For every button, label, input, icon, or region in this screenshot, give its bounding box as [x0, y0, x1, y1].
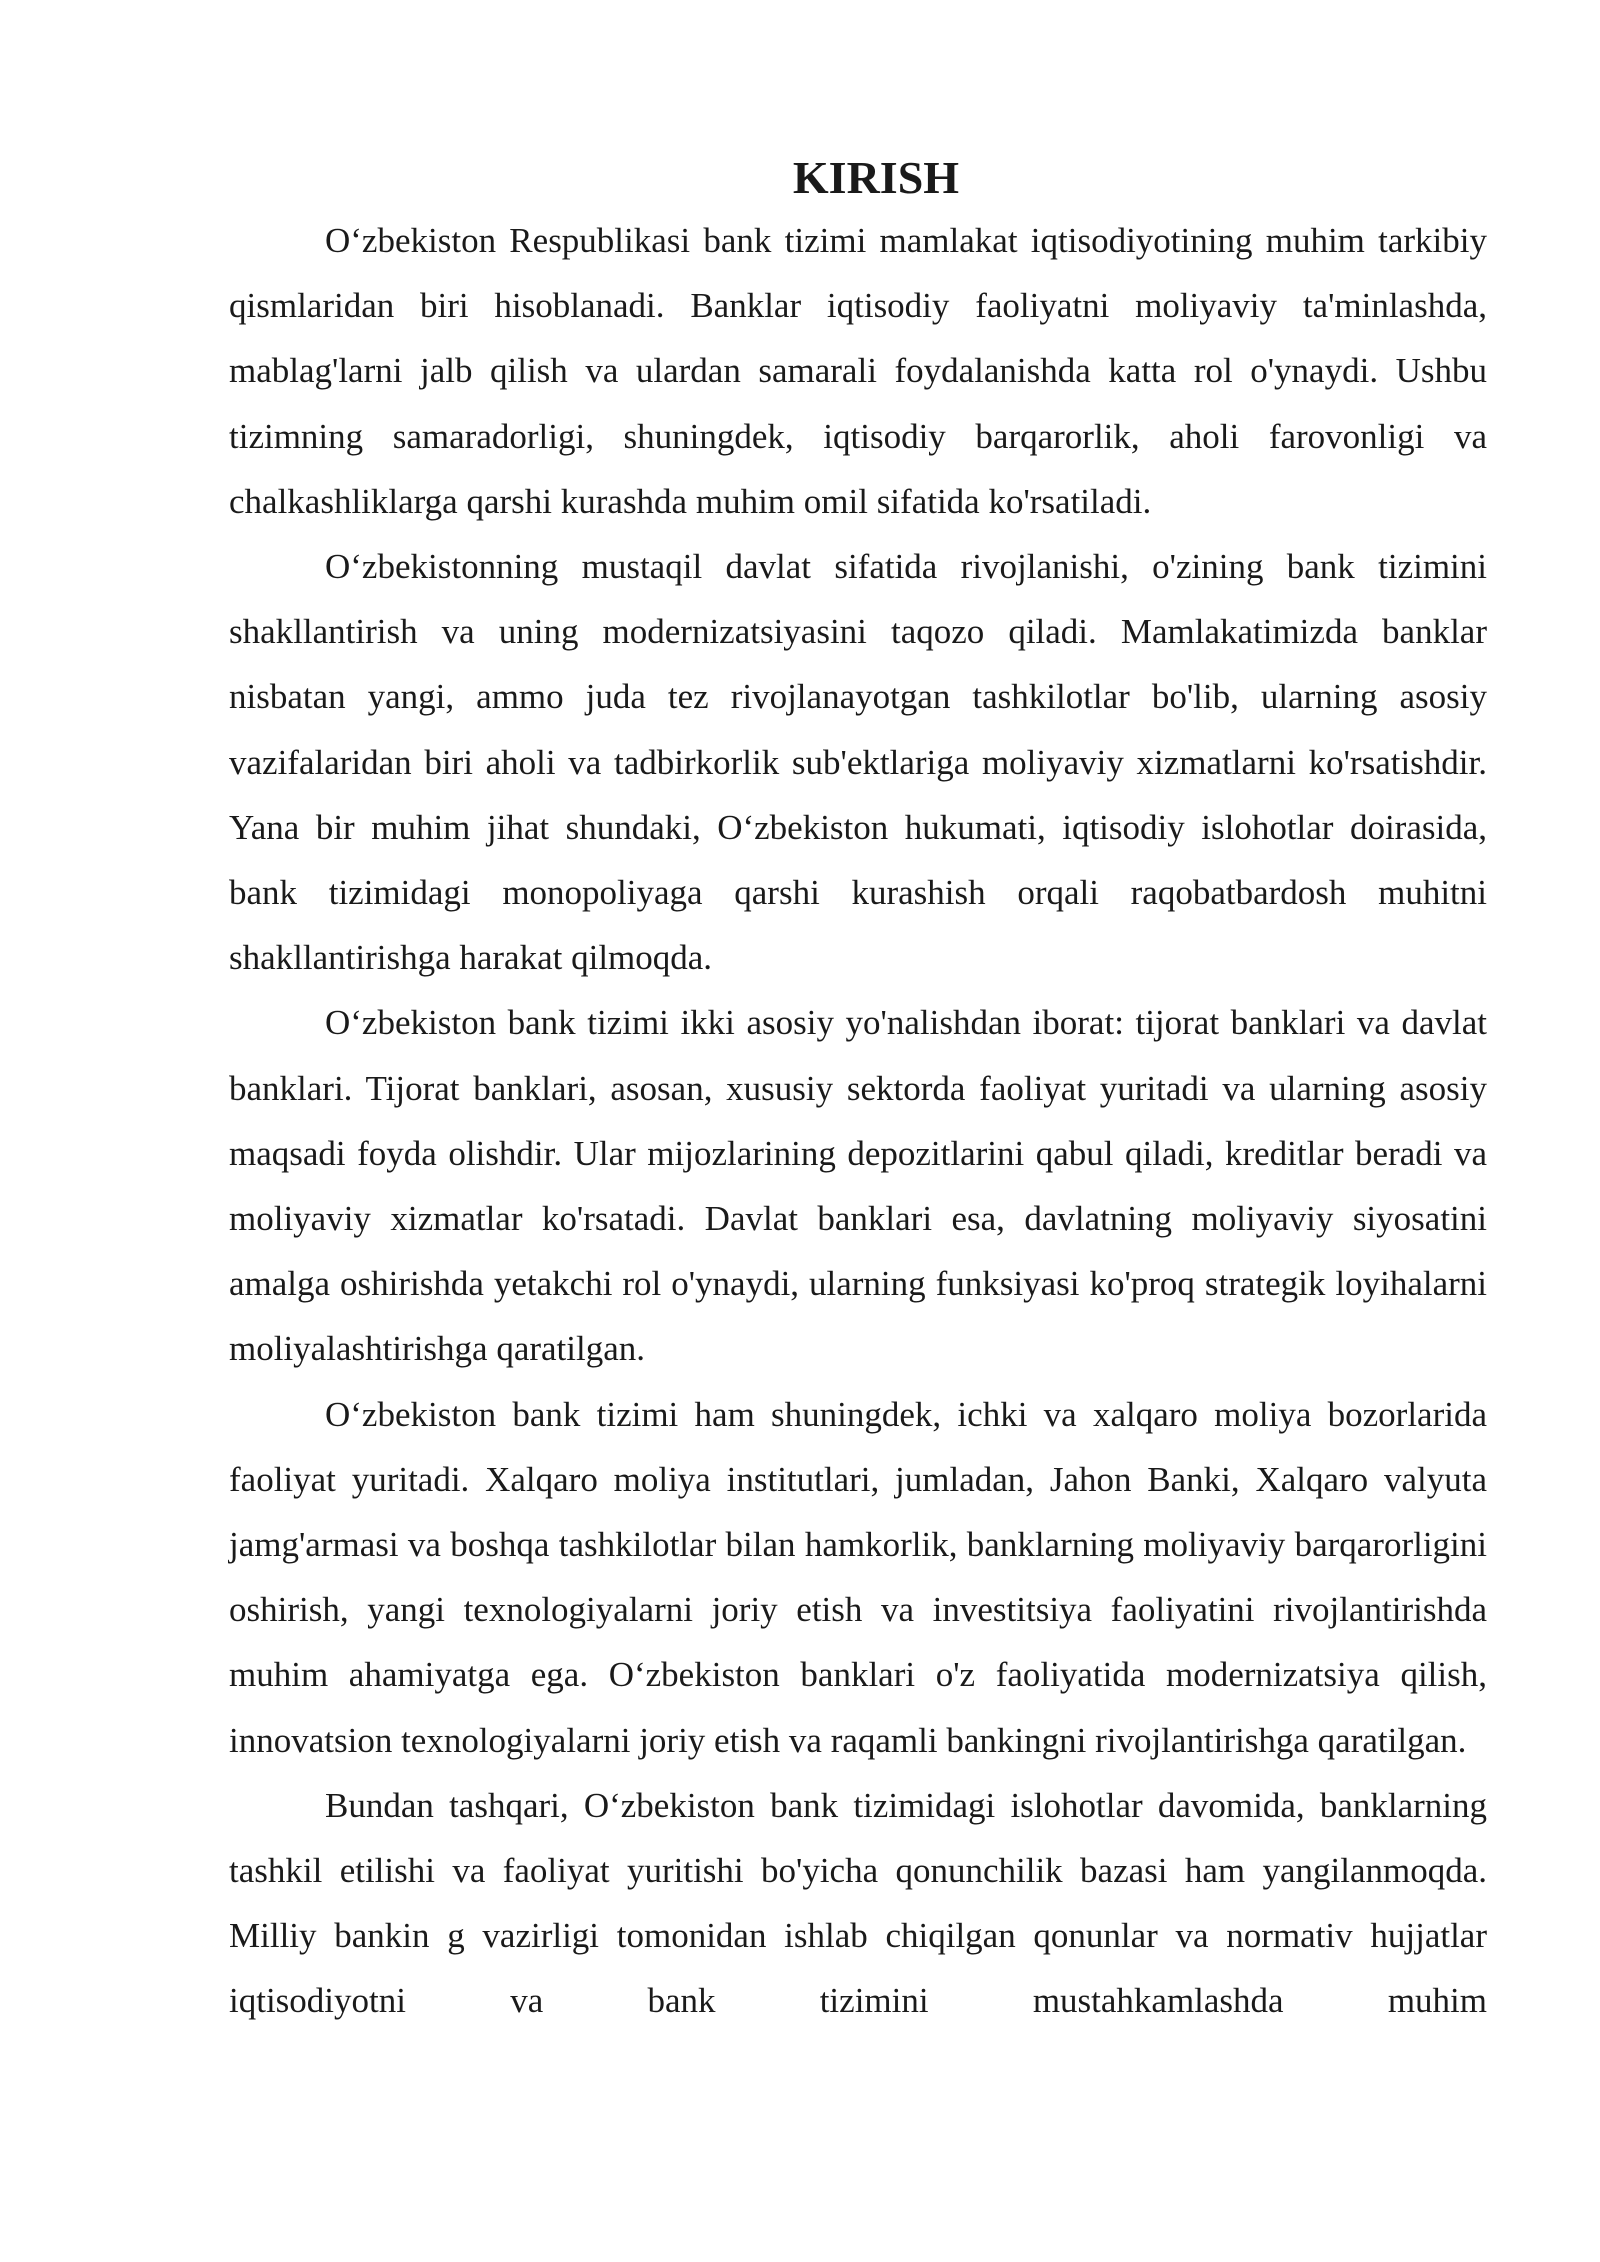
- document-body: [229, 148, 1487, 2034]
- paragraph-1: O‘zbekiston Respublikasi bank tizimi mamlakat iqtisodiyotining muhim tarkibiy qismlaridan biri hisoblanadi. Banklar iqtisodiy faoliyatni moliyaviy ta'minlashda, mablag'larni jalb qilish va ulardan samarali foydalanishda katta rol o'ynaydi. Ushbu tizimning samaradorligi, shuningdek, iqtisodiy barqarorlik, aholi farovonligi va chalkashliklarga qarshi kurashda muhim omil sifatida ko'rsatiladi.: [229, 221, 1487, 521]
- paragraph-3: O‘zbekiston bank tizimi ikki asosiy yo'nalishdan iborat: tijorat banklari va davlat banklari. Tijorat banklari, asosan, xususiy sektorda faoliyat yuritadi va ularning asosiy maqsadi foyda olishdir. Ular mijozlarining depozitlarini qabul qiladi, kreditlar beradi va moliyaviy xizmatlar ko'rsatadi. Davlat banklari esa, davlatning moliyaviy siyosatini amalga oshirishda yetakchi rol o'ynaydi, ularning funksiyasi ko'proq strategik loyihalarni moliyalashtirishga qaratilgan.: [229, 1003, 1487, 1369]
- paragraph-5: Bundan tashqari, O‘zbekiston bank tizimidagi islohotlar davomida, banklarning tashkil etilishi va faoliyat yuritishi bo'yicha qonunchilik bazasi ham yangilanmoqda. Milliy bankin g vazirligi tomonidan ishlab chiqilgan qonunlar va normativ hujjatlar iqtisodiyotni va bank tizimini mustahkamlashda muhim: [229, 1785, 1487, 2021]
- paragraph-2: O‘zbekistonning mustaqil davlat sifatida rivojlanishi, o'zining bank tizimini shakllantirish va uning modernizatsiyasini taqozo qiladi. Mamlakatimizda banklar nisbatan yangi, ammo juda tez rivojlanayotgan tashkilotlar bo'lib, ularning asosiy vazifalaridan biri aholi va tadbirkorlik sub'ektlariga moliyaviy xizmatlarni ko'rsatishdir. Yana bir muhim jihat shundaki, O‘zbekiston hukumati, iqtisodiy islohotlar doirasida, bank tizimidagi monopoliyaga qarshi kurashish orqali raqobatbardosh muhitni shakllantirishga harakat qilmoqda.: [229, 547, 1487, 978]
- page-title: KIRISH: [792, 152, 960, 203]
- paragraph-4: O‘zbekiston bank tizimi ham shuningdek, ichki va xalqaro moliya bozorlarida faoliyat yuritadi. Xalqaro moliya institutlari, jumladan, Jahon Banki, Xalqaro valyuta jamg'armasi va boshqa tashkilotlar bilan hamkorlik, banklarning moliyaviy barqarorligini oshirish, yangi texnologiyalarni joriy etish va investitsiya faoliyatini rivojlantirishda muhim ahamiyatga ega. O‘zbekiston banklari o'z faoliyatida modernizatsiya qilish, innovatsion texnologiyalarni joriy etish va raqamli bankingni rivojlantirishga qaratilgan.: [229, 1394, 1487, 1760]
